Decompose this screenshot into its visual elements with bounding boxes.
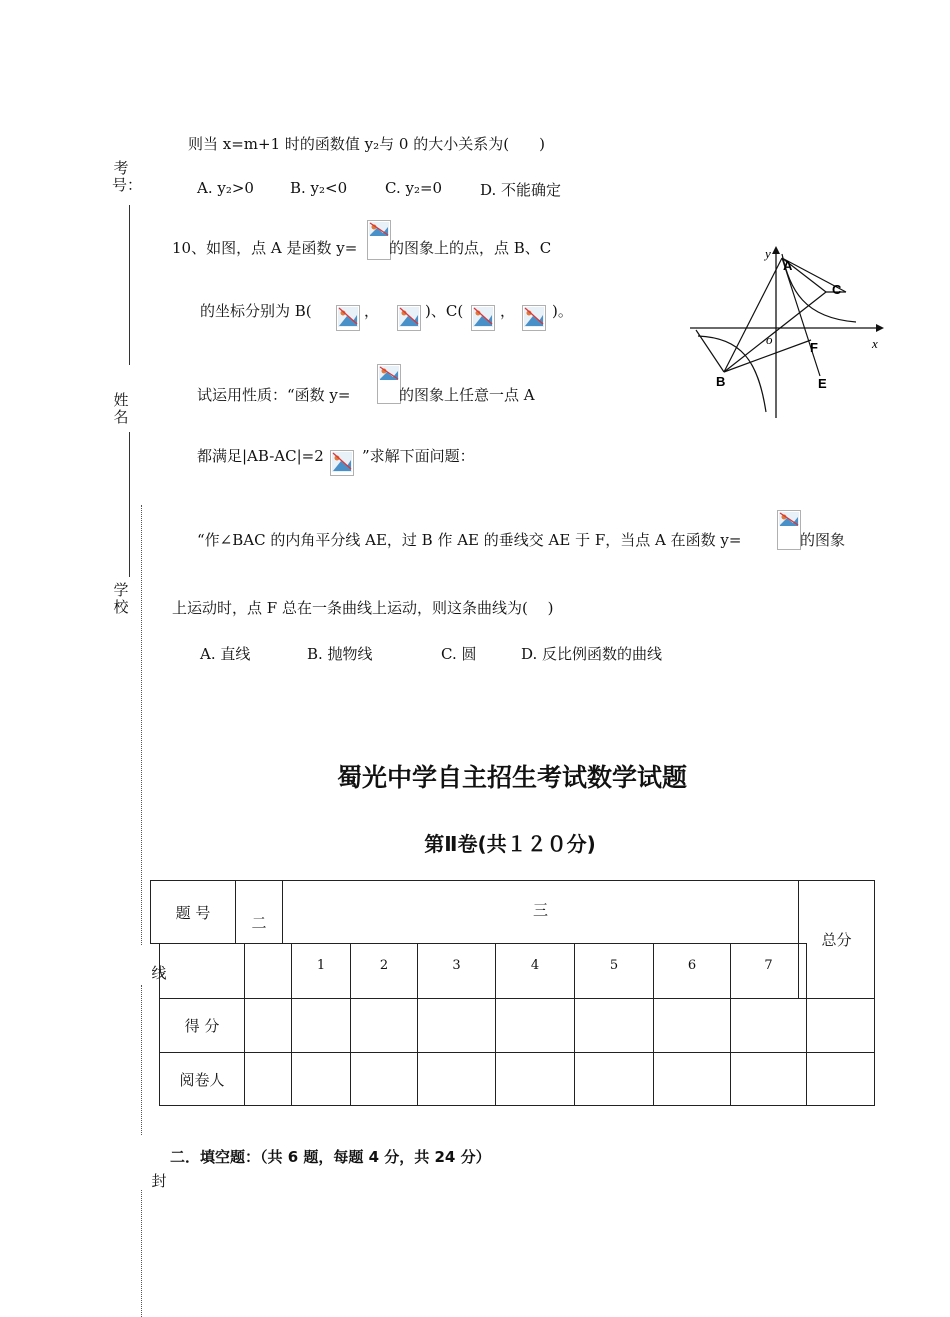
table-row-numbers-label [159, 943, 245, 999]
section-fill-in-heading: 二．填空题：（共 6 题，每题 4 分，共 24 分） [170, 1148, 491, 1166]
q10-line2-comma1: ， [364, 302, 380, 320]
q10-line4-pre: 都满足|AB-AC|=2 [197, 447, 324, 465]
image-placeholder-icon [777, 510, 801, 550]
table-header-part2: 二 [235, 880, 283, 944]
image-placeholder-icon [330, 450, 354, 476]
score-cell [495, 998, 575, 1053]
binding-dotted-line-3 [141, 1190, 142, 1317]
score-cell [291, 998, 351, 1053]
q10-line4-post: ”求解下面问题： [362, 447, 475, 465]
score-cell-total [806, 998, 875, 1053]
figure-label-o: o [766, 332, 773, 347]
score-cell [653, 998, 731, 1053]
question-number-cell: 6 [653, 943, 731, 999]
figure-label-e: E [818, 376, 827, 391]
q10-line2-pre: 的坐标分别为 B( [200, 302, 312, 320]
image-placeholder-icon [522, 305, 546, 331]
figure-label-x: x [872, 336, 878, 351]
q9-option-d: D. 不能确定 [480, 181, 562, 199]
q10-line1-pre: 10、如图，点 A 是函数 y= [172, 239, 358, 257]
figure-label-y: y [765, 246, 771, 261]
paper-title: 第Ⅱ卷(共１２０分) [424, 832, 596, 856]
grader-cell [730, 1052, 807, 1106]
grader-cell [574, 1052, 654, 1106]
question-number-cell: 7 [730, 943, 807, 999]
q10-line2-post: )。 [552, 302, 573, 320]
score-cell [244, 998, 292, 1053]
binding-dotted-line-1 [141, 505, 142, 945]
grader-cell [350, 1052, 418, 1106]
figure-label-a: A [783, 258, 793, 273]
q10-line2-comma2: ， [500, 302, 516, 320]
question-number-cell: 1 [291, 943, 351, 999]
q9-option-b: B. y₂<0 [290, 179, 348, 197]
score-cell [417, 998, 496, 1053]
school-label: 学校 [113, 581, 129, 616]
table-row-grader-label: 阅卷人 [159, 1052, 245, 1106]
binding-line-label: 线 [151, 964, 167, 982]
score-cell [730, 998, 807, 1053]
q10-line5-post: 的图象 [800, 531, 846, 549]
coordinate-figure [686, 240, 886, 420]
q9-stem: 则当 x=m+1 时的函数值 y₂与 0 的大小关系为( ) [188, 135, 545, 153]
q10-line3-pre: 试运用性质：“函数 y= [197, 386, 351, 404]
image-placeholder-icon [377, 364, 401, 404]
table-row-score-label: 得 分 [159, 998, 245, 1053]
score-cell [350, 998, 418, 1053]
q10-option-b: B. 抛物线 [307, 645, 373, 663]
q10-line5-pre: “作∠BAC 的内角平分线 AE，过 B 作 AE 的垂线交 AE 于 F，当点 A 在函数 y= [197, 531, 742, 549]
image-placeholder-icon [336, 305, 360, 331]
q9-option-c: C. y₂=0 [385, 179, 443, 197]
binding-dotted-line-2 [141, 985, 142, 1135]
figure-label-f: F [810, 340, 818, 355]
question-number-cell: 2 [350, 943, 418, 999]
image-placeholder-icon [397, 305, 421, 331]
question-number-cell: 4 [495, 943, 575, 999]
table-header-total: 总分 [798, 880, 875, 999]
table-header-question-no: 题 号 [150, 880, 236, 944]
q10-option-c: C. 圆 [441, 645, 477, 663]
binding-seal-label: 封 [151, 1172, 167, 1190]
table-header-part3: 三 [282, 880, 799, 944]
q10-option-a: A. 直线 [200, 645, 251, 663]
q10-line1-post: 的图象上的点，点 B、C [389, 239, 552, 257]
table-row-numbers-part2 [244, 943, 292, 999]
image-placeholder-icon [367, 220, 391, 260]
exam-number-underline [129, 205, 130, 365]
q10-option-d: D. 反比例函数的曲线 [521, 645, 663, 663]
grader-cell [244, 1052, 292, 1106]
q10-line3-post: 的图象上任意一点 A [399, 386, 535, 404]
figure-label-c: C [832, 282, 842, 297]
question-number-cell: 3 [417, 943, 496, 999]
image-placeholder-icon [471, 305, 495, 331]
name-underline [129, 432, 130, 577]
grader-cell [653, 1052, 731, 1106]
q10-line6: 上运动时，点 F 总在一条曲线上运动，则这条曲线为( ) [172, 599, 554, 617]
exam-title: 蜀光中学自主招生考试数学试题 [336, 763, 687, 792]
grader-cell [291, 1052, 351, 1106]
grader-cell [495, 1052, 575, 1106]
figure-label-b: B [716, 374, 726, 389]
exam-number-label: 考号： [112, 159, 143, 194]
q10-line2-mid: )、C( [425, 302, 464, 320]
grader-cell-total [806, 1052, 875, 1106]
question-number-cell: 5 [574, 943, 654, 999]
grader-cell [417, 1052, 496, 1106]
name-label: 姓名 [113, 391, 129, 426]
q9-option-a: A. y₂>0 [197, 179, 254, 197]
score-cell [574, 998, 654, 1053]
